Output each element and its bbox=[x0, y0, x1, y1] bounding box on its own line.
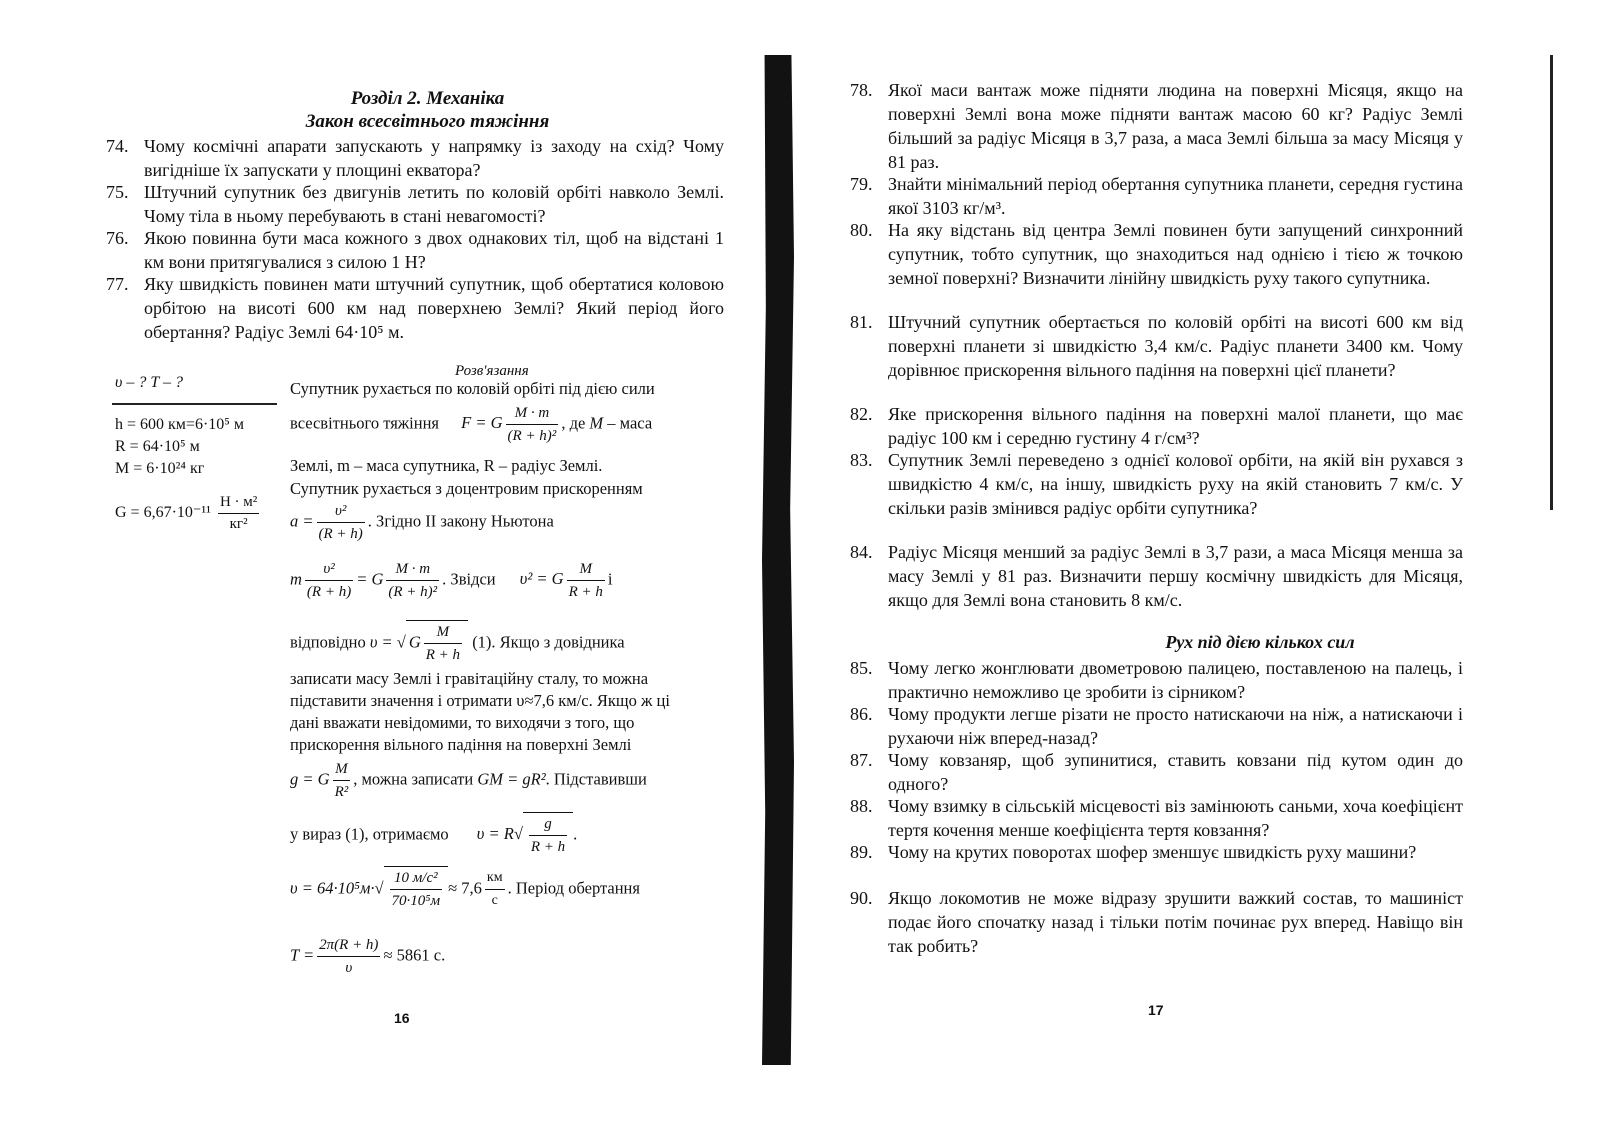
subsection-title-right: Рух під дією кількох сил bbox=[1165, 632, 1355, 652]
section-title: Розділ 2. Механіка bbox=[350, 88, 505, 109]
unknowns: υ – ? T – ? bbox=[115, 374, 183, 391]
solution-line-11: прискорення вільного падіння на поверхні Землі bbox=[290, 735, 632, 754]
solution-line-9: підставити значення і отримати υ≈7,6 км/с. Якщо ж ці bbox=[290, 691, 670, 710]
solution-line-6: m $\frac{\text{υ²}}{(R + h)}$ = G $\frac{M \cdot m}{\text{(R + h)²}}$ . Звідси υ² = G $\frac{M}{R + h}$ і bbox=[290, 558, 715, 603]
solution-line-8: записати масу Землі і гравітаційну сталу, то можна bbox=[290, 669, 649, 688]
page-number-left: 16 bbox=[394, 1010, 410, 1026]
solution-line-12: g = G $\frac{M}{\text{R²}}$ , можна записати GM = gR². Підставивши bbox=[290, 758, 715, 803]
given-h: h = 600 км=6·10⁵ м bbox=[115, 416, 244, 433]
given-divider bbox=[112, 403, 277, 405]
solution-line-7: відповідно υ = √ G $\frac{M}{R + h}$ (1). Якщо з довідника bbox=[290, 620, 715, 666]
given-R: R = 64·10⁵ м bbox=[115, 438, 200, 455]
solution-line-2: всесвітнього тяжіння F = G $\frac{M \cdot m}{\text{(R + h)²}}$ , де M – маса bbox=[290, 402, 715, 447]
solution-line-3: Землі, m – маса супутника, R – радіус Землі. bbox=[290, 456, 603, 475]
solution-line-10: дані вважати невідомими, то виходячи з того, що bbox=[290, 713, 635, 732]
given-M: M = 6·10²⁴ кг bbox=[115, 460, 205, 477]
book-spine-shadow bbox=[762, 55, 794, 1065]
solution-heading: Розв'язання bbox=[455, 363, 529, 379]
page-number-right: 17 bbox=[1148, 1002, 1164, 1018]
left-page: Розділ 2. Механіка Закон всесвітнього тяжіння 74. Чому космічні апарати запускають у напрямку із заходу на схід? Чому вигідніше їх запускати у площині екватора? 75. Штучний супутник без двигунів летить по коловій орбіті навколо Землі. Чому тіла в ньому перебувають в стані невагомості? 76. Якою повинна бути маса кожного з двох однакових тіл, щоб на відстані 1 км вони притягувалися з силою 1 Н? 77. Яку швидкість повинен мати штучний супутник, щоб обертатися коловою орбітою на висоті 600 км над поверхнею Землі? Який період його обертання? Радіус Землі 64·10⁵ м. Розв'язання υ – ? T – ? h = 600 км=6·10⁵ м R = 64·10⁵ м M = 6·10²⁴ кг G = 6,67·10⁻¹¹ $\frac{\text{Н · м²}}{\text{кг²}}$ Супутник рухається по коловій орбіті під дією сили всесвітнього тяжіння F = G $\frac{M \cdot m}{\text{(R + h)²}}$ , де M – маса Землі, m – маса супутника, R – радіус Землі. Супутник рухається з доцентровим прискоренням a = $\frac{\text{υ²}}{(R + h)}$ . Згідно II закону Ньютона m $\frac{\text{υ²}}{(R + h)}$ = G $\frac{M \cdot m}{\text{(R + h)²}}$ . Звідси υ² = G $\frac{M}{R + h}$ і відповідно υ = √ G $\frac{M}{R + h}$ (1). Якщо з довідника записати масу Землі і гравітаційну сталу, то можна підставити значення і отримати υ≈7,6 км/с. Якщо ж ці дані вважати невідомими, то виходячи з того, що прискорення вільного падіння на поверхні Землі g = G $\frac{M}{\text{R²}}$ , можна записати GM = gR². Підставивши у вираз (1), отримаємо υ = R√ $\frac{g}{R + h}$ . υ = 64·10⁵м·√ $\frac{\text{10 м/с²}}{\text{70·10⁵м}}$ ≈ 7,6 $\frac{км}{с}$ . Період обертання T = $\frac{2\pi(R + h)}{\upsilon}$ ≈ 5861 с. 16 bbox=[0, 0, 760, 1133]
subsection-title: Закон всесвітнього тяжіння bbox=[305, 111, 550, 132]
solution-line-14: υ = 64·10⁵м·√ $\frac{\text{10 м/с²}}{\text{70·10⁵м}}$ ≈ 7,6 $\frac{км}{с}$ . Період обертання bbox=[290, 866, 715, 912]
solution-line-13: у вираз (1), отримаємо υ = R√ $\frac{g}{R + h}$ . bbox=[290, 812, 715, 858]
solution-line-1: Супутник рухається по коловій орбіті під дією сили bbox=[290, 379, 655, 398]
right-page: 78. Якої маси вантаж може підняти людина на поверхні Місяця, якщо на поверхні Землі вона може підняти вантаж масою 60 кг? Радіус Землі більший за радіус Місяця в 3,7 раза, а маса Землі більша за масу Місяця у 81 раз. 79. Знайти мінімальний період обертання супутника планети, середня густина якої 3103 кг/м³. 80. На яку відстань від центра Землі повинен бути запущений синхронний супутник, тобто супутник, що знаходиться над однією і тією ж точкою земної поверхні? Визначити лінійну швидкість руху такого супутника. 81. Штучний супутник обертається по коловій орбіті на висоті 600 км від поверхні планети зі швидкістю 3,4 км/с. Радіус планети 3400 км. Чому дорівнює прискорення вільного падіння на поверхні цієї планети? 82. Яке прискорення вільного падіння на поверхні малої планети, що має радіус 100 км і середню густину 4 г/см³? 83. Супутник Землі переведено з однієї колової орбіти, на якій він рухався з швидкістю 4 км/с, на іншу, швидкість руху на якій становить 7 км/с. У скільки разів змінився радіус орбіти супутника? 84. Радіус Місяця менший за радіус Землі в 3,7 рази, а маса Місяця менша за масу Землі у 81 раз. Визначити першу космічну швидкість для Місяця, якщо для Землі вона становить 8 км/с. Рух під дією кількох сил 85. Чому легко жонглювати двометровою палицею, поставленою на палець, і практично неможливо це зробити із сірником? 86. Чому продукти легше різати не просто натискаючи на ніж, а натискаючи і рухаючи ніж вперед-назад? 87. Чому ковзаняр, щоб зупинитися, ставить ковзани під кутом один до одного? 88. Чому взимку в сільській місцевості віз замінюють саньми, хоча коефіцієнт тертя кочення менше коефіцієнта тертя ковзання? 89. Чому на крутих поворотах шофер зменшує швидкість руху машини? 90. Якщо локомотив не може відразу зрушити важкий состав, то машиніст подає його спочатку назад і тільки потім починає рух вперед. Навіщо він так робить? 17 bbox=[800, 0, 1600, 1133]
solution-line-5: a = $\frac{\text{υ²}}{(R + h)}$ . Згідно II закону Ньютона bbox=[290, 500, 715, 545]
solution-line-4: Супутник рухається з доцентровим прискоренням bbox=[290, 479, 643, 498]
given-G: G = 6,67·10⁻¹¹ $\frac{\text{Н · м²}}{\text{кг²}}$ bbox=[115, 492, 262, 535]
solution-line-15: T = $\frac{2\pi(R + h)}{\upsilon}$ ≈ 5861 с. bbox=[290, 934, 715, 979]
given-G-unit: $\frac{\text{Н · м²}}{\text{кг²}}$ bbox=[219, 494, 258, 532]
